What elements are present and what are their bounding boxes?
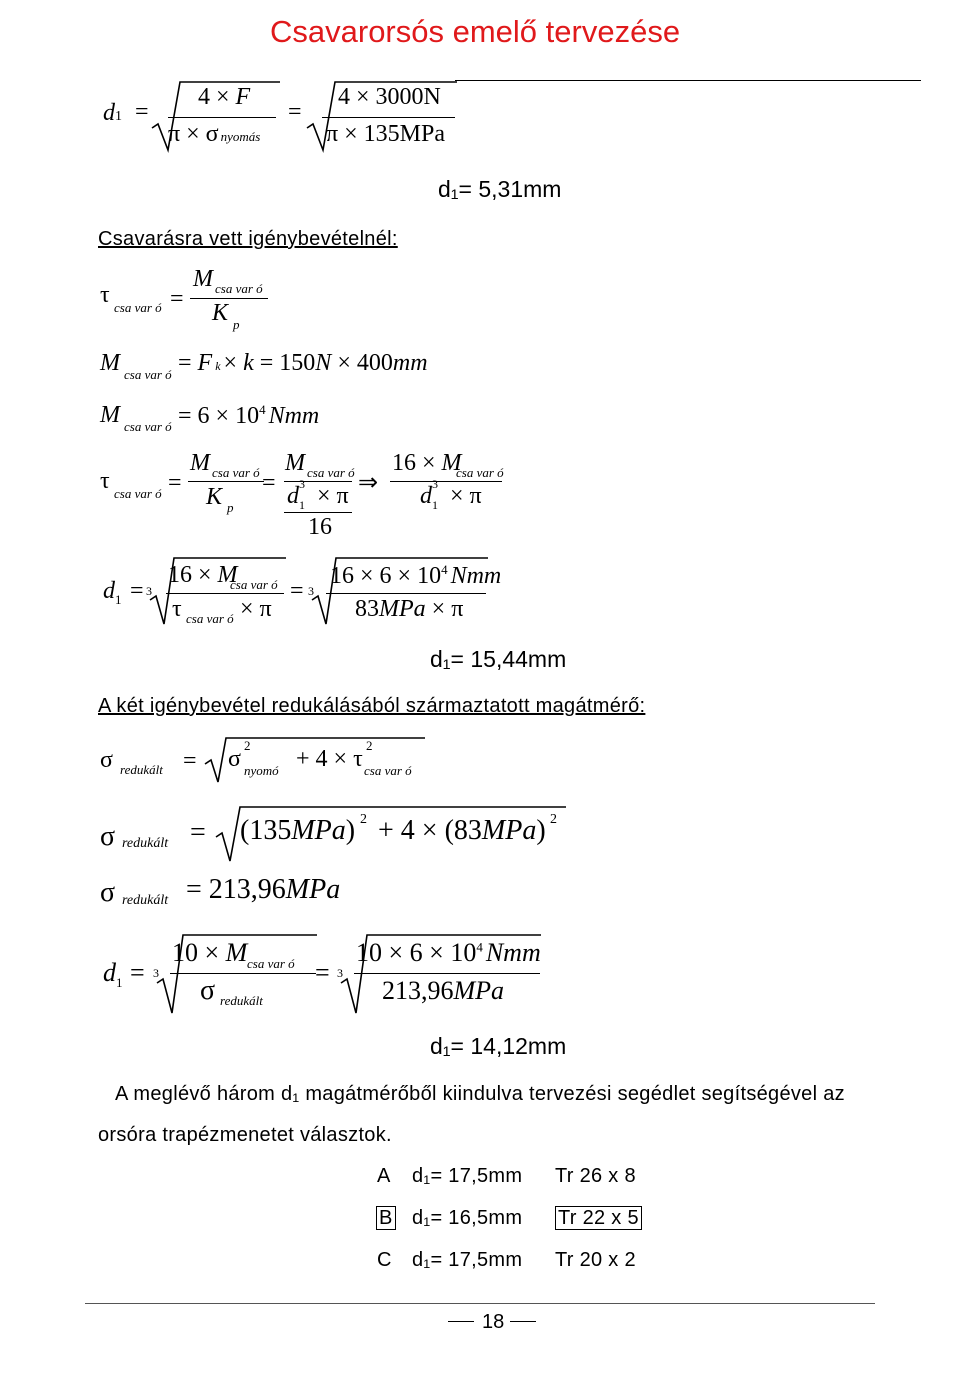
option-diameter: d₁= 16,5mm: [412, 1207, 523, 1229]
fraction-denominator: K: [212, 300, 229, 326]
subscript: p: [233, 317, 240, 332]
option-letter-selected: B: [376, 1207, 396, 1230]
subscript: csa var ó: [215, 281, 263, 296]
tau-symbol: τ: [100, 282, 110, 308]
result-d1-reduced: d₁= 14,12mm: [430, 1033, 567, 1059]
eq-symbol: d1: [103, 100, 122, 126]
fraction-denominator: π × 135MPa: [326, 121, 445, 147]
option-thread: Tr 20 x 2: [555, 1249, 636, 1271]
option-thread: Tr 26 x 8: [555, 1165, 636, 1187]
page-number-dash: [448, 1321, 474, 1322]
tau-subscript: csa var ó: [114, 300, 162, 315]
conclusion-paragraph-line2: orsóra trapézmenetet választok.: [98, 1124, 392, 1146]
fraction-bar: [322, 117, 455, 118]
eq-equals: =: [170, 286, 184, 312]
footer-rule: [85, 1303, 875, 1304]
option-thread-selected: Tr 22 x 5: [555, 1207, 642, 1230]
option-letter: A: [377, 1165, 391, 1187]
result-d1-compression: d₁= 5,31mm: [438, 176, 562, 202]
result-d1-torsion: d₁= 15,44mm: [430, 646, 567, 672]
fraction-numerator: M: [193, 266, 213, 292]
section-heading-torsion: Csavarásra vett igénybevételnél:: [98, 228, 398, 250]
document-page: Csavarorsós emelő tervezése d1 = 4 × F π × σ nyomás = 4 × 3000N π × 135MPa d₁= 5,31mm Csavarásra vett igénybevételnél: τ csa var ó = M csa var ó K p M csa var ó = F k × k = 150N × 400mm M csa var ó = $6 \times 10^4$ Nmm τ csa var ó = M csa var ó K p = M csa var ó $d_1^3 \times \pi$ 16 ⇒ 16 × M csa var ó $d_1^3 \times \pi$ $d_1$ = 3 16 × M csa var ó τ csa var ó × π = 3 $16 \times 6 \times 10^4$ Nmm 83MPa × π d₁= 15,44mm A két igénybevétel redukálásából származtatott magátmérő: σ redukált = σ 2 nyomó + 4 × τ 2 csa var ó σ redukált = (135MPa) 2 + 4 × (83MPa) 2 σ redukált = 213,96MPa $d_1$ = 3 10 × M csa var ó σ redukált = 3 $10 \times 6 \times 10^4$ Nmm 213,96MPa d₁= 14,12mm A meglévő három d₁ magátmérőből kiindulva tervezési segédlet segítségével az orsóra trapézmenetet választok. A d₁= 17,5mm Tr 26 x 8 B d₁= 16,5mm Tr 22 x 5 C d₁= 17,5mm Tr 20 x 2 18: [0, 0, 960, 1390]
header-rule: [455, 80, 921, 81]
page-number-dash: [510, 1321, 536, 1322]
option-letter: C: [377, 1249, 392, 1271]
fraction-denominator: π × σ nyomás: [168, 121, 261, 147]
page-title: Csavarorsós emelő tervezése: [270, 14, 681, 49]
page-number: 18: [482, 1311, 505, 1333]
option-diameter: d₁= 17,5mm: [412, 1249, 523, 1271]
fraction-numerator: 4 × 3000N: [338, 84, 441, 110]
fraction-numerator: 4 × F: [198, 84, 251, 110]
fraction-bar: [190, 298, 268, 299]
eq-equals: =: [288, 99, 302, 125]
eq-equals: =: [135, 99, 149, 125]
section-heading-reduced: A két igénybevétel redukálásából származtatott magátmérő:: [98, 695, 646, 717]
fraction-bar: [168, 117, 276, 118]
conclusion-paragraph-line1: A meglévő három d₁ magátmérőből kiindulva tervezési segédlet segítségével az: [115, 1083, 845, 1105]
option-diameter: d₁= 17,5mm: [412, 1165, 523, 1187]
